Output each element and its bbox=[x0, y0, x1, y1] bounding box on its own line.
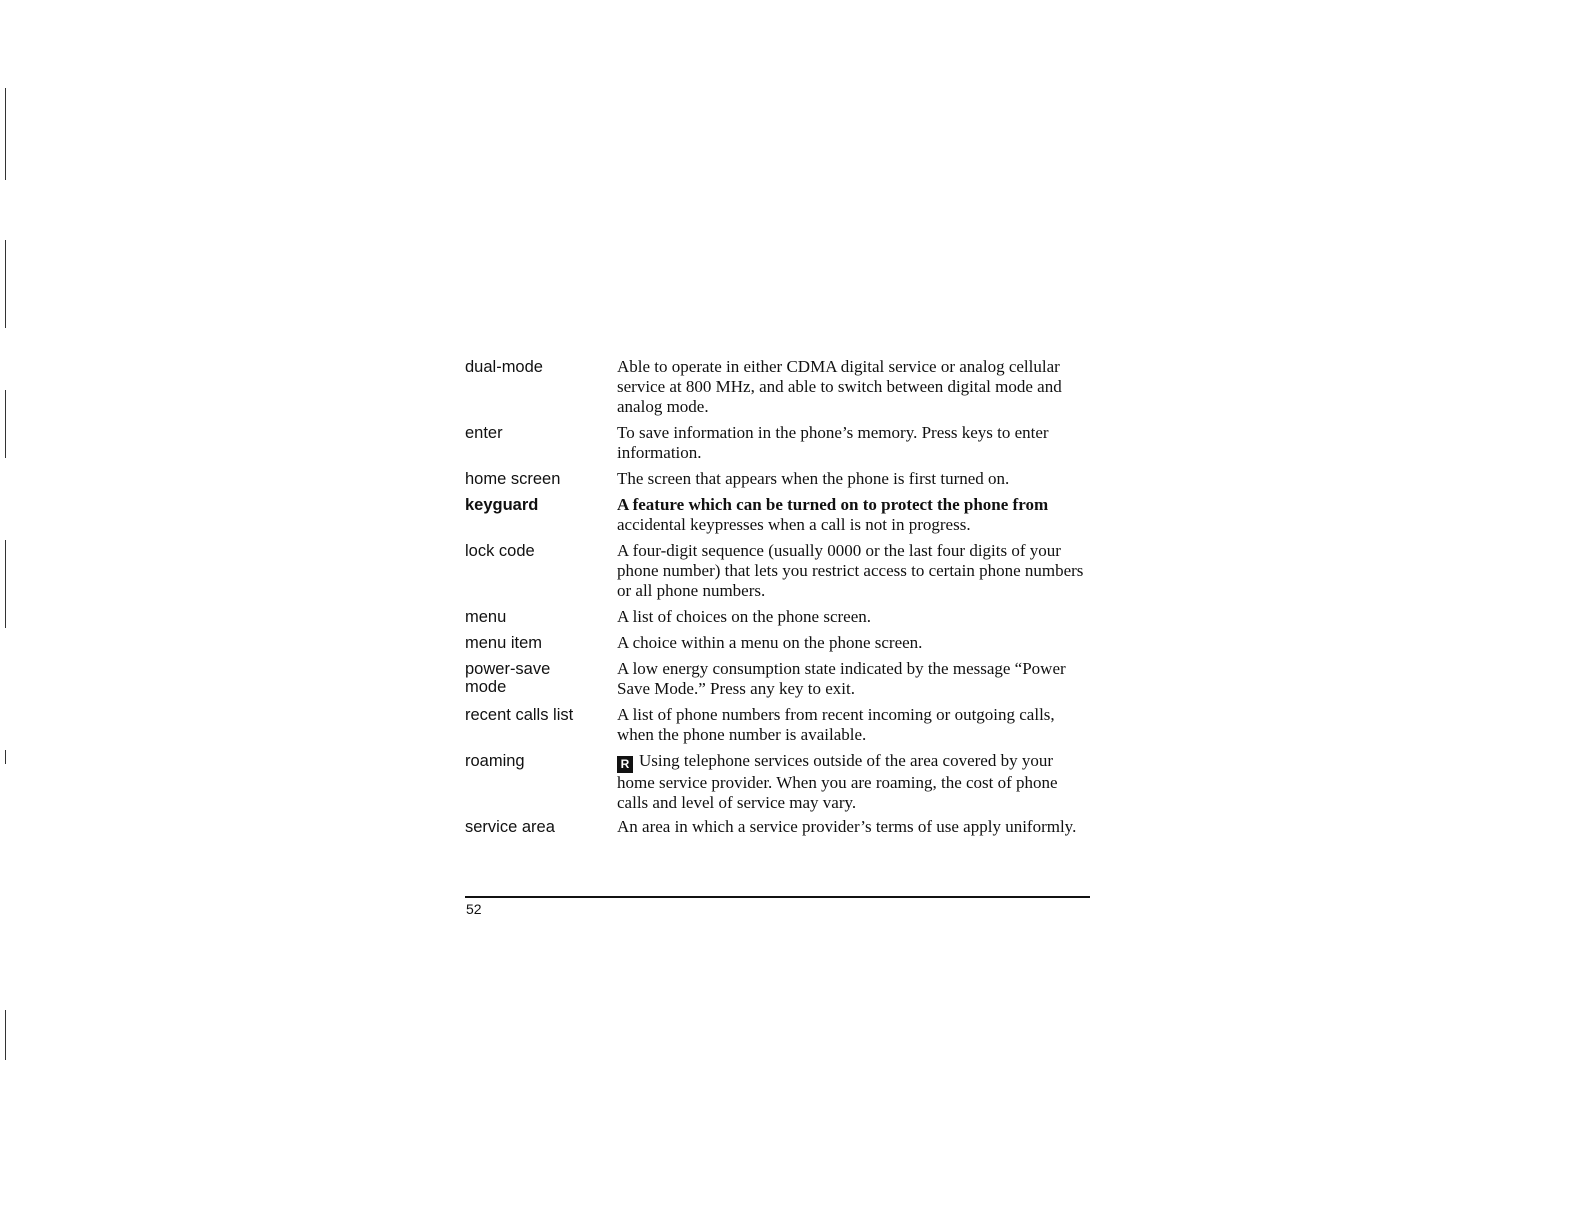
scan-edge-mark bbox=[5, 750, 6, 764]
glossary-term-text: power-save mode bbox=[465, 660, 551, 696]
definition-bold-part: A feature which can be turned on to protect the phone from bbox=[617, 495, 1049, 514]
footer-rule bbox=[465, 896, 1090, 898]
glossary-entry bbox=[465, 705, 1090, 751]
glossary-term: enter bbox=[465, 424, 503, 442]
definition-rest-part: accidental keypresses when a call is not in progress. bbox=[617, 515, 971, 534]
glossary-entry bbox=[465, 357, 1090, 423]
glossary-definition: A list of choices on the phone screen. bbox=[617, 607, 871, 626]
scan-edge-mark bbox=[5, 240, 6, 328]
glossary-definition: A choice within a menu on the phone screen. bbox=[617, 633, 923, 652]
glossary-definition: Able to operate in either CDMA digital service or analog cellular service at 800 MHz, and able to switch between digital mode and analog mode. bbox=[617, 357, 1062, 416]
glossary-term: dual-mode bbox=[465, 358, 543, 376]
scan-edge-mark bbox=[5, 88, 6, 180]
glossary-entry bbox=[465, 751, 1090, 817]
page-number: 52 bbox=[466, 901, 482, 917]
glossary-term: roaming bbox=[465, 752, 525, 770]
glossary-definition: A four-digit sequence (usually 0000 or the last four digits of your phone number) that lets you restrict access to certain phone numbers or all phone numbers. bbox=[617, 541, 1084, 600]
glossary-term: keyguard bbox=[465, 496, 539, 514]
glossary-definition: A low energy consumption state indicated by the message “Power Save Mode.” Press any key to exit. bbox=[617, 659, 1066, 698]
glossary-term bbox=[465, 659, 617, 696]
glossary-entry bbox=[465, 541, 1090, 607]
scan-edge-mark bbox=[5, 390, 6, 458]
glossary-definition: A list of phone numbers from recent incoming or outgoing calls, when the phone number is available. bbox=[617, 705, 1055, 744]
scan-edge-mark bbox=[5, 540, 6, 628]
glossary-definition: The screen that appears when the phone is first turned on. bbox=[617, 469, 1010, 488]
glossary-term: lock code bbox=[465, 542, 535, 560]
glossary-definition: To save information in the phone’s memory. Press keys to enter information. bbox=[617, 423, 1049, 462]
scan-edge-mark bbox=[5, 1010, 6, 1060]
glossary-entry bbox=[465, 423, 1090, 469]
glossary-list bbox=[465, 357, 1090, 863]
glossary-definition bbox=[617, 495, 1090, 535]
glossary-entry bbox=[465, 817, 1090, 863]
glossary-term: service area bbox=[465, 818, 555, 836]
glossary-term: menu item bbox=[465, 634, 543, 652]
glossary-definition: An area in which a service provider’s terms of use apply uniformly. bbox=[617, 817, 1077, 836]
glossary-entry bbox=[465, 659, 1090, 705]
glossary-term: menu bbox=[465, 608, 507, 626]
roaming-indicator-icon: R bbox=[617, 756, 633, 773]
glossary-entry bbox=[465, 633, 1090, 659]
glossary-term: recent calls list bbox=[465, 706, 574, 724]
glossary-entry bbox=[465, 469, 1090, 495]
glossary-entry bbox=[465, 495, 1090, 541]
glossary-definition bbox=[617, 751, 1090, 813]
definition-text: Using telephone services outside of the area covered by your home service provider. When you are roaming, the cost of phone calls and level of service may vary. bbox=[617, 751, 1058, 812]
glossary-entry bbox=[465, 607, 1090, 633]
glossary-term: home screen bbox=[465, 470, 561, 488]
